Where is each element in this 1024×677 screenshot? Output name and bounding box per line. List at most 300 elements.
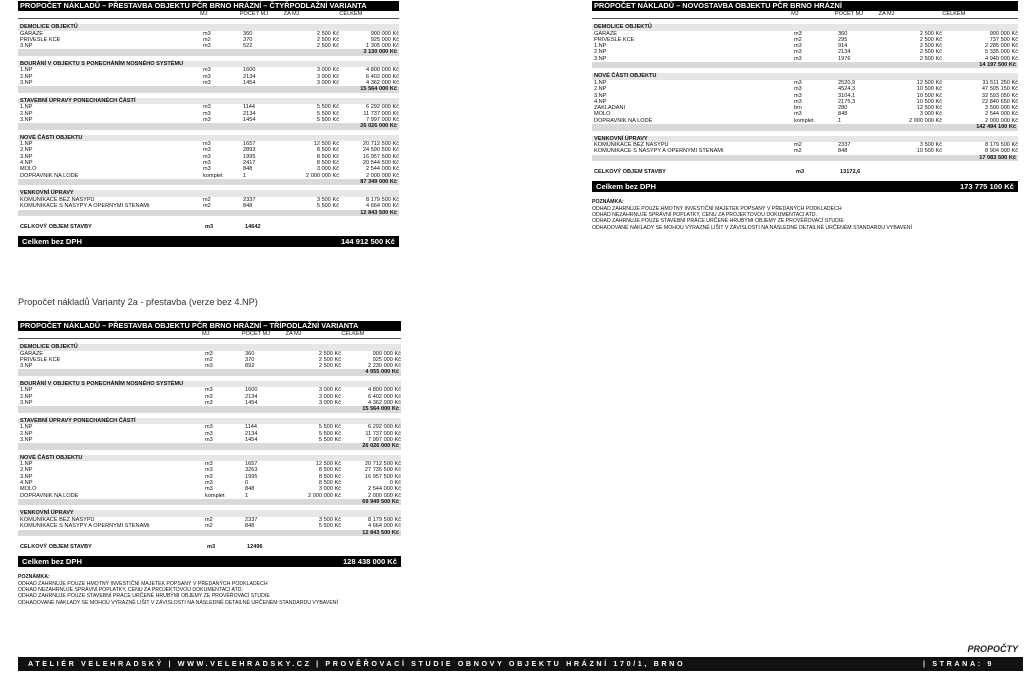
item-total: 24 590 500 Kč [362,147,399,154]
item-unit-price: 3 000 Kč [316,73,339,80]
item-unit-price: 2 500 Kč [919,43,942,50]
item-unit: m3 [203,110,211,117]
item-name: KOMUNIKACE S NÁSYPY A OPĚRNÝMI STĚNAMI [20,523,150,530]
table-row [18,493,401,499]
item-total: 7 997 000 Kč [366,116,399,123]
item-unit-price: 5 500 Kč [318,430,341,437]
item-unit-price: 12 500 Kč [916,105,942,112]
item-quantity: 1 [243,172,247,179]
item-quantity: 4524,3 [838,86,856,93]
item-total: 2 230 000 Kč [368,363,401,370]
note-line: ODHADOVANÉ NÁKLADY SE MOHOU VÝRAZNĚ LIŠIT V ZÁVISLOSTI NA NÁSLEDNĚ DETAILNĚ URČENÉM STANDARDU VYBAVENÍ [18,599,338,606]
table-title: PROPOČET NÁKLADŮ – PŘESTAVBA OBJEKTU PČR BRNO HRÁZNÍ – ČTYŘPODLAŽNÍ VARIANTA [18,1,399,11]
item-total: 737 500 Kč [989,36,1018,43]
item-name: DOPRAVNÍK NA LODĚ [20,172,79,179]
item-total: 2 000 000 Kč [368,492,401,499]
item-name: KOMUNIKACE S NÁSYPY A OPĚRNÝMI STĚNAMI [594,148,724,155]
item-quantity: 360 [245,350,255,357]
item-unit-price: 2 500 Kč [919,30,942,37]
item-total: 20 544 500 Kč [362,160,399,167]
item-unit-price: 3 000 Kč [318,486,341,493]
item-unit: m3 [203,166,211,173]
item-unit: m3 [794,30,802,37]
item-unit-price: 5 500 Kč [316,203,339,210]
item-unit-price: 12 500 Kč [313,141,339,148]
item-unit: m3 [794,49,802,56]
total-without-vat [592,181,1018,192]
volume-value: 12496 [247,544,263,551]
item-quantity: 1454 [243,79,256,86]
item-unit: m3 [794,98,802,105]
item-quantity: 848 [245,523,255,530]
note-line: ODHAD ZAHRNUJE POUZE HMOTNÝ INVESTIČNÍ MAJETEK POPSANÝ V PŘEDANÝCH PODKLADECH [592,205,842,212]
section-subtotal: 26 026 000 Kč [18,123,399,130]
item-unit: m3 [205,399,213,406]
item-name: MOLO [20,166,37,173]
item-quantity: 848 [838,111,848,118]
item-unit: m3 [205,424,213,431]
item-unit-price: 3 000 Kč [316,166,339,173]
item-name: 3.NP [20,399,33,406]
total-value: 173 775 100 Kč [959,182,1014,192]
item-total: 6 402 000 Kč [366,73,399,80]
item-quantity: 848 [838,148,848,155]
volume-unit: m3 [207,544,216,551]
column-total: CELKEM [339,11,363,17]
item-name: KOMUNIKACE BEZ NÁSYPŮ [20,196,95,203]
item-total: 900 000 Kč [370,30,399,37]
item-unit-price: 8 500 Kč [318,480,341,487]
item-quantity: 848 [243,166,253,173]
item-quantity: 295 [838,36,848,43]
item-unit-price: 3 000 Kč [318,387,341,394]
item-name: 1.NP [20,424,33,431]
section-title: BOURÁNÍ V OBJEKTU S PONECHÁNÍM NOSNÉHO SYSTÉMU [18,381,401,388]
item-unit: m3 [203,67,211,74]
section-title: NOVÉ ČÁSTI OBJEKTU [18,135,399,142]
item-total: 8 179 500 Kč [985,142,1018,149]
item-total: 27 735 500 Kč [364,467,401,474]
table-title: PROPOČET NÁKLADŮ – NOVOSTAVBA OBJEKTU PČR BRNO HRÁZNÍ [592,1,1018,11]
item-unit: bm [794,105,802,112]
item-name: 3.NP [594,92,607,99]
total-value: 128 438 000 Kč [342,557,397,567]
item-name: MOLO [20,486,37,493]
note-line: ODHAD NEZAHRNUJE SPRÁVNÍ POPLATKY, CENU ZA PROJEKTOVOU DOKUMENTACI ATD. [18,586,243,593]
variant-heading: Propočet nákladů Varianty 2a - přestavba (verze bez 4.NP) [18,297,258,307]
item-name: 3.NP [20,473,33,480]
item-quantity: 2337 [245,516,258,523]
item-total: 22 840 650 Kč [981,98,1018,105]
item-unit: m2 [203,203,211,210]
footer-page: | STRANA: 9 [923,659,994,668]
item-total: 11 737 000 Kč [365,430,401,437]
section-subtotal: 12 843 500 Kč [18,530,401,537]
item-unit-price: 2 500 Kč [318,350,341,357]
total-value: 144 912 500 Kč [340,237,395,247]
item-unit: m3 [205,350,213,357]
cost-section [18,418,401,450]
column-unit: MJ [200,11,208,17]
table-row [592,148,1018,154]
item-unit-price: 3 000 Kč [318,393,341,400]
item-unit-price: 2 500 Kč [316,36,339,43]
item-unit-price: 10 500 Kč [916,92,942,99]
item-quantity: 1995 [243,153,256,160]
item-name: 1.NP [594,79,607,86]
item-total: 6 292 000 Kč [366,104,399,111]
item-quantity: 1454 [245,399,258,406]
item-unit: m3 [205,430,213,437]
item-unit: m3 [205,486,213,493]
item-unit-price: 12 500 Kč [315,461,341,468]
section-title: STAVEBNÍ ÚPRAVY PONECHANÉCH ČÁSTÍ [18,98,399,105]
item-name: KOMUNIKACE S NÁSYPY A OPĚRNÝMI STĚNAMI [20,203,150,210]
section-title: VENKOVNÍ ÚPRAVY [18,510,401,517]
note-line: ODHAD NEZAHRNUJE SPRÁVNÍ POPLATKY, CENU ZA PROJEKTOVOU DOKUMENTACI ATD. [592,212,817,219]
item-quantity: 2893 [243,147,256,154]
notes-block [592,199,1018,230]
note-line: ODHAD ZAHRNUJE POUZE STAVEBNÍ PRÁCE URČENÉ HRUBÝMI OBJEMY ZE PROVĚŘOVACÍ STUDIE [592,218,844,225]
item-quantity: 2134 [243,110,256,117]
cost-section [592,136,1018,162]
total-without-vat [18,556,401,567]
cost-section [18,61,399,93]
item-name: 1.NP [20,141,33,148]
item-unit-price: 8 500 Kč [316,147,339,154]
volume-unit: m3 [796,169,805,176]
section-title: BOURÁNÍ V OBJEKTU S PONECHÁNÍM NOSNÉHO SYSTÉMU [18,61,399,68]
item-unit: m3 [794,79,802,86]
cost-section [18,455,401,506]
item-unit-price: 2 500 Kč [316,30,339,37]
item-unit: m3 [794,92,802,99]
notes-title: POZNÁMKA: [592,199,624,206]
item-quantity: 1144 [245,424,258,431]
table-row [18,203,399,209]
item-total: 2 285 000 Kč [985,43,1018,50]
item-unit-price: 5 500 Kč [316,110,339,117]
total-without-vat [18,236,399,247]
section-title: NOVÉ ČÁSTI OBJEKTU [592,73,1018,80]
item-name: GARÁŽE [20,350,44,357]
item-name: 3.NP [20,363,33,370]
item-unit-price: 8 500 Kč [318,467,341,474]
column-headers [592,11,1018,19]
item-unit-price: 2 000 000 Kč [308,492,341,499]
item-unit: m2 [794,36,802,43]
item-name: 2.NP [20,393,33,400]
cost-section [592,24,1018,68]
section-subtotal: 15 564 000 Kč [18,86,399,93]
item-unit-price: 3 500 Kč [316,196,339,203]
item-unit-price: 5 500 Kč [316,104,339,111]
item-unit: m2 [794,142,802,149]
item-quantity: 1144 [243,104,256,111]
item-unit-price: 5 500 Kč [318,523,341,530]
item-name: 4.NP [20,480,33,487]
item-unit: m3 [205,387,213,394]
column-unit: MJ [791,11,799,17]
column-headers [18,331,401,339]
table-row [18,43,399,49]
item-quantity: 522 [243,43,253,50]
item-quantity: 3263 [245,467,258,474]
item-unit-price: 12 500 Kč [916,79,942,86]
section-title: STAVEBNÍ ÚPRAVY PONECHANÉCH ČÁSTÍ [18,418,401,425]
item-quantity: 1 [838,117,842,124]
volume-value: 13172,6 [840,169,861,176]
column-quantity: POČET MJ [239,11,268,17]
note-line: ODHAD ZAHRNUJE POUZE STAVEBNÍ PRÁCE URČENÉ HRUBÝMI OBJEMY ZE PROVĚŘOVACÍ STUDIE [18,593,270,600]
item-unit: m3 [205,461,213,468]
section-subtotal: 69 949 500 Kč [18,499,401,506]
item-total: 16 957 500 Kč [364,473,401,480]
item-name: 3.NP [20,79,33,86]
section-subtotal: 15 564 000 Kč [18,406,401,413]
item-quantity: 2134 [838,49,851,56]
item-total: 4 800 000 Kč [368,387,401,394]
item-total: 4 664 000 Kč [366,203,399,210]
item-unit: m3 [203,116,211,123]
total-label: Celkem bez DPH [596,182,656,192]
column-unit: MJ [202,331,210,337]
section-subtotal: 26 026 000 Kč [18,443,401,450]
item-total: 900 000 Kč [372,350,401,357]
table-title: PROPOČET NÁKLADŮ – PŘESTAVBA OBJEKTU PČR BRNO HRÁZNÍ – TŘÍPODLAŽNÍ VARIANTA [18,321,401,331]
section-title: NOVÉ ČÁSTI OBJEKTU [18,455,401,462]
item-unit-price: 10 500 Kč [916,86,942,93]
item-name: 2.NP [594,86,607,93]
item-name: 2.NP [20,430,33,437]
item-unit-price: 3 000 Kč [316,79,339,86]
item-quantity: 370 [243,36,253,43]
item-quantity: 2337 [243,196,256,203]
item-name: 2.NP [594,49,607,56]
item-name: MOLO [594,111,611,118]
item-name: GARÁŽE [594,30,618,37]
notes-title: POZNÁMKA: [18,574,50,581]
column-quantity: POČET MJ [834,11,864,17]
item-total: 3 500 000 Kč [985,105,1018,112]
column-unit-price: ZA MJ [283,11,300,17]
item-unit: komplet [794,117,814,124]
item-unit: m3 [203,141,211,148]
item-unit-price: 3 000 Kč [318,399,341,406]
section-subtotal: 3 130 000 Kč [18,49,399,56]
item-quantity: 2337 [838,142,851,149]
item-name: 2.NP [20,467,33,474]
item-unit: m2 [203,36,211,43]
item-name: 2.NP [20,147,33,154]
section-subtotal: 17 083 500 Kč [592,155,1018,162]
item-quantity: 1657 [245,461,258,468]
section-title: DEMOLICE OBJEKTŮ [18,344,401,351]
item-quantity: 280 [838,105,848,112]
item-unit: m3 [205,473,213,480]
item-unit-price: 10 500 Kč [916,148,942,155]
item-quantity: 892 [245,363,255,370]
item-total: 4 664 000 Kč [368,523,401,530]
item-name: KOMUNIKACE BEZ NÁSYPŮ [594,142,669,149]
item-name: 3.NP [20,153,33,160]
item-unit: m3 [794,43,802,50]
item-total: 4 362 000 Kč [368,399,401,406]
item-quantity: 360 [838,30,848,37]
section-subtotal: 142 494 100 Kč [592,124,1018,131]
item-total: 47 505 150 Kč [981,86,1018,93]
item-total: 2 544 000 Kč [985,111,1018,118]
item-unit: m3 [203,153,211,160]
table-row [18,400,401,406]
cost-table-four-storey [18,1,399,247]
item-quantity: 0 [245,480,249,487]
table-row [18,117,399,123]
item-total: 4 940 000 Kč [985,55,1018,62]
volume-unit: m3 [205,224,214,231]
footer-text: ATELIÉR VELEHRADSKÝ | WWW.VELEHRADSKY.CZ | PROVĚŘOVACÍ STUDIE OBNOVY OBJEKTU HRÁZNÍ 170/1, BRNO [28,659,686,668]
column-total: CELKEM [341,331,365,337]
item-unit-price: 5 500 Kč [316,116,339,123]
item-total: 6 402 000 Kč [368,393,401,400]
item-quantity: 2134 [243,73,256,80]
item-unit-price: 8 500 Kč [318,473,341,480]
item-name: GARÁŽE [20,30,44,37]
item-name: KOMUNIKACE BEZ NÁSYPŮ [20,516,95,523]
item-quantity: 2134 [245,430,258,437]
cost-table-new-build [592,1,1018,231]
item-unit-price: 2 500 Kč [316,43,339,50]
item-unit-price: 2 500 Kč [318,363,341,370]
section-title: DEMOLICE OBJEKTŮ [592,24,1018,31]
footer-bar [18,657,1023,671]
table-row [592,56,1018,62]
item-total: 16 957 500 Kč [362,153,399,160]
cost-section [592,73,1018,130]
item-unit: m3 [205,467,213,474]
item-unit: m2 [205,523,213,530]
section-title: VENKOVNÍ ÚPRAVY [592,136,1018,143]
item-quantity: 1995 [245,473,258,480]
item-quantity: 914 [838,43,848,50]
item-unit: komplet [205,492,225,499]
item-unit: komplet [203,172,223,179]
column-spacer [592,11,791,18]
item-unit: m3 [203,147,211,154]
item-name: 1.NP [594,43,607,50]
item-unit-price: 5 500 Kč [318,436,341,443]
item-total: 8 179 500 Kč [368,516,401,523]
item-unit: m2 [203,196,211,203]
cost-section [18,381,401,413]
cost-section [18,24,399,56]
cost-section [18,344,401,376]
item-unit: m3 [205,436,213,443]
item-total: 8 904 000 Kč [985,148,1018,155]
item-total: 32 593 050 Kč [981,92,1018,99]
section-title: VENKOVNÍ ÚPRAVY [18,190,399,197]
section-subtotal: 14 197 500 Kč [592,62,1018,69]
item-quantity: 848 [243,203,253,210]
item-unit: m3 [205,480,213,487]
section-subtotal: 12 843 500 Kč [18,210,399,217]
column-unit-price: ZA MJ [285,331,302,337]
item-total: 2 544 000 Kč [366,166,399,173]
item-total: 4 362 000 Kč [366,79,399,86]
item-quantity: 1976 [838,55,851,62]
item-name: 4.NP [594,98,607,105]
volume-label: CELKOVÝ OBJEM STAVBY [20,544,92,551]
item-quantity: 848 [245,486,255,493]
item-name: PŘÍVĚSLÉ KCE [20,356,61,363]
item-name: 2.NP [20,73,33,80]
item-total: 2 000 000 Kč [366,172,399,179]
item-total: 31 511 250 Kč [982,79,1018,86]
item-unit-price: 2 500 Kč [318,356,341,363]
item-name: DOPRAVNÍK NA LODĚ [594,117,653,124]
volume-value: 14642 [245,224,261,231]
item-quantity: 370 [245,356,255,363]
table-row [18,173,399,179]
item-total: 7 997 000 Kč [368,436,401,443]
total-label: Celkem bez DPH [22,237,82,247]
item-total: 6 292 000 Kč [368,424,401,431]
total-label: Celkem bez DPH [22,557,82,567]
item-unit: m3 [794,111,802,118]
item-unit-price: 2 500 Kč [919,49,942,56]
cost-section [18,98,399,130]
item-quantity: 3104,1 [838,92,856,99]
item-quantity: 1600 [245,387,258,394]
table-row [18,437,401,443]
item-total: 2 544 000 Kč [368,486,401,493]
cost-section [18,510,401,536]
item-quantity: 2417 [243,160,256,167]
item-name: 3.NP [20,116,33,123]
item-name: 1.NP [20,67,33,74]
item-total: 1 305 000 Kč [366,43,399,50]
item-unit: m2 [205,516,213,523]
item-name: PŘÍVĚSLÉ KCE [594,36,635,43]
item-unit: m3 [203,30,211,37]
item-total: 8 179 500 Kč [366,196,399,203]
item-total: 0 Kč [389,480,401,487]
item-unit-price: 3 000 Kč [316,67,339,74]
item-unit-price: 8 500 Kč [316,160,339,167]
section-subtotal: 87 349 000 Kč [18,179,399,186]
item-name: PŘÍVĚSLÉ KCE [20,36,61,43]
column-total: CELKEM [942,11,966,17]
item-unit-price: 2 500 Kč [919,36,942,43]
item-quantity: 1454 [243,116,256,123]
item-unit-price: 5 500 Kč [318,424,341,431]
item-quantity: 1657 [243,141,256,148]
item-name: 3.NP [594,55,607,62]
item-total: 925 000 Kč [372,356,401,363]
building-volume [18,224,399,230]
item-unit: m3 [205,363,213,370]
section-subtotal: 4 055 000 Kč [18,369,401,376]
item-name: 3.NP [20,436,33,443]
item-unit-price: 3 500 Kč [919,142,942,149]
item-unit-price: 3 500 Kč [318,516,341,523]
column-quantity: POČET MJ [241,331,271,337]
item-total: 925 000 Kč [370,36,399,43]
item-unit: m3 [203,104,211,111]
item-unit: m2 [205,356,213,363]
item-quantity: 1600 [243,67,256,74]
item-unit-price: 2 000 000 Kč [909,117,942,124]
